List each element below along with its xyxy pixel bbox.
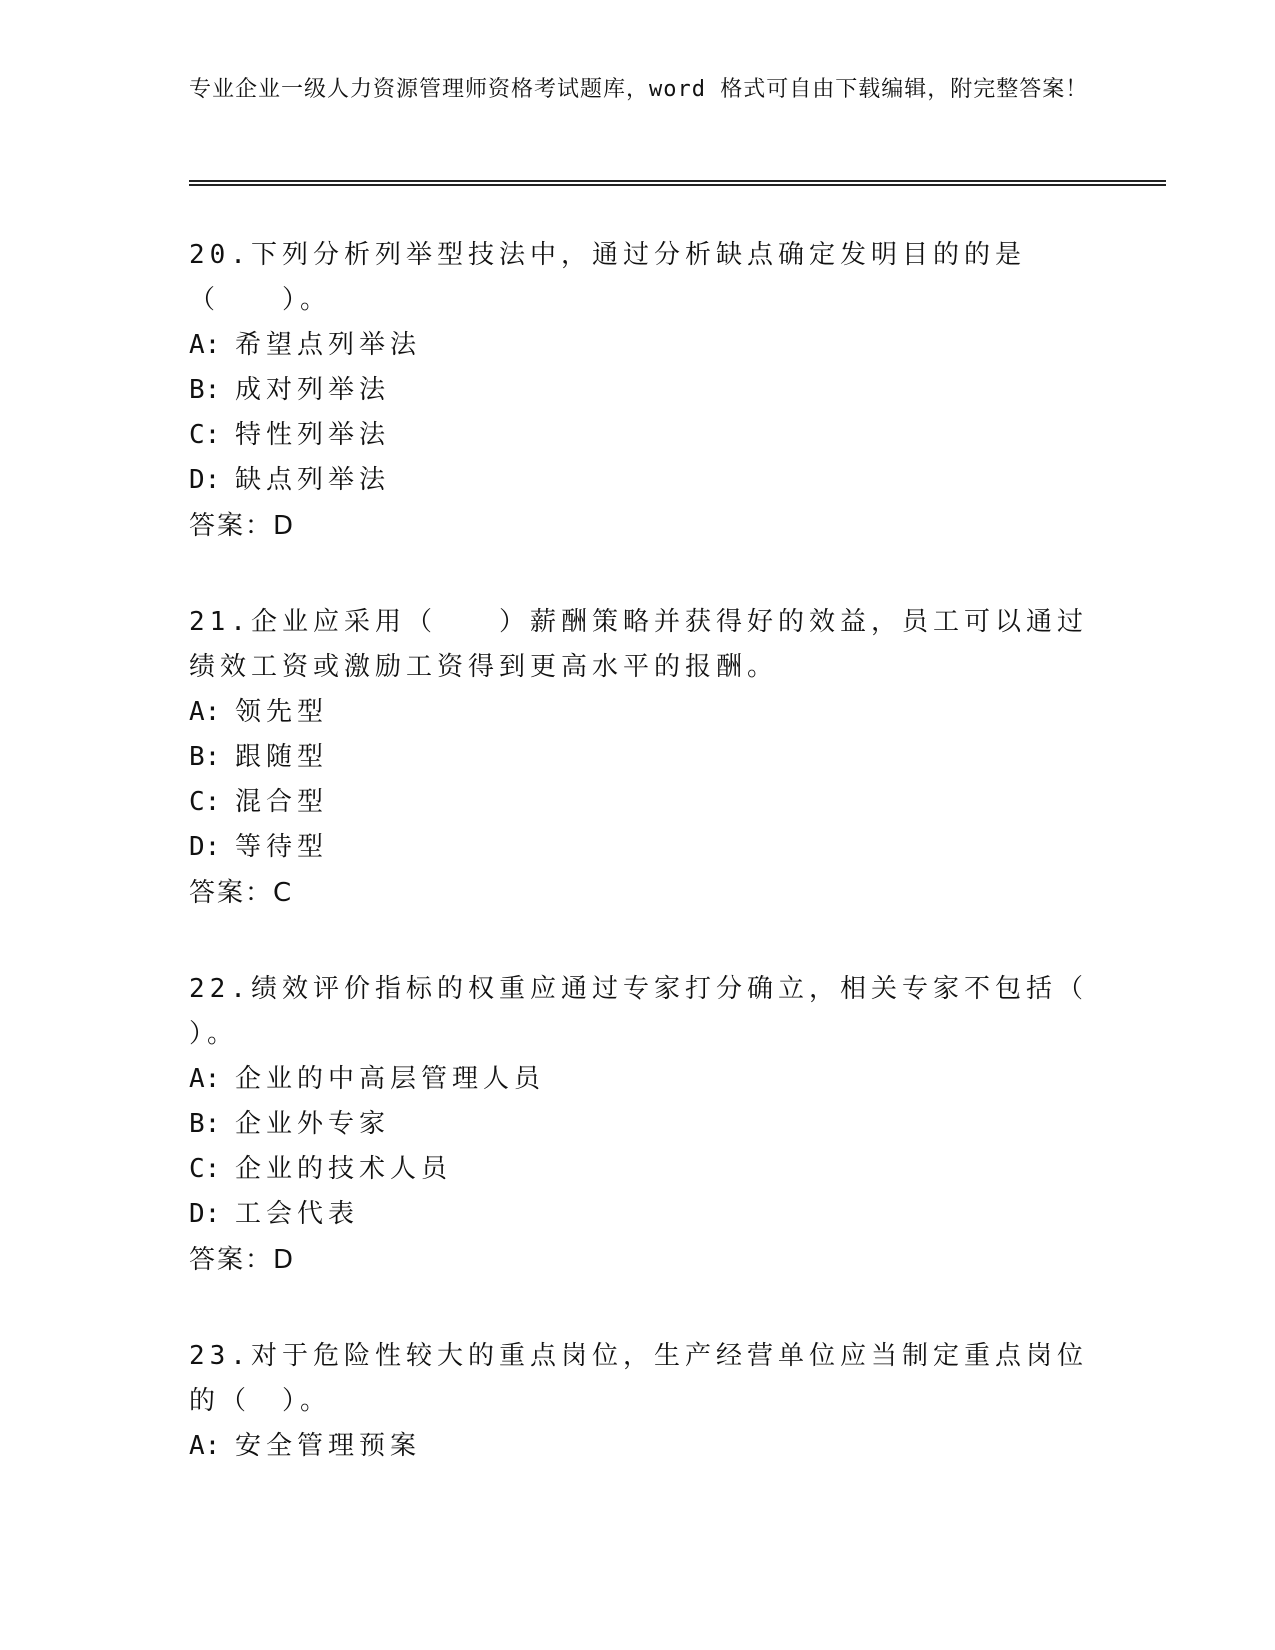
option-text: 等待型 xyxy=(235,832,329,862)
option-text: 特性列举法 xyxy=(235,420,391,450)
option-a xyxy=(189,690,1089,735)
option-text: 成对列举法 xyxy=(235,375,391,405)
option-c xyxy=(189,780,1089,825)
option-letter: B: xyxy=(189,742,221,772)
option-letter: C: xyxy=(189,1154,221,1184)
option-letter: B: xyxy=(189,1109,221,1139)
option-b xyxy=(189,368,1089,413)
question-stem: 20.下列分析列举型技法中，通过分析缺点确定发明目的的是（ ）。 xyxy=(189,240,1026,315)
option-letter: D: xyxy=(189,465,221,495)
option-text: 领先型 xyxy=(235,697,329,727)
header-text: 专业企业一级人力资源管理师资格考试题库，word 格式可自由下载编辑，附完整答案！ xyxy=(189,77,1089,102)
option-c xyxy=(189,1147,1089,1192)
option-d xyxy=(189,458,1089,503)
option-letter: C: xyxy=(189,420,221,450)
option-letter: C: xyxy=(189,787,221,817)
option-letter: B: xyxy=(189,375,221,405)
option-letter: D: xyxy=(189,1199,221,1229)
option-text: 企业的中高层管理人员 xyxy=(235,1064,546,1094)
option-letter: A: xyxy=(189,697,221,727)
option-text: 希望点列举法 xyxy=(235,330,422,360)
option-d xyxy=(189,825,1089,870)
option-a xyxy=(189,1424,1089,1469)
option-letter: A: xyxy=(189,1431,221,1461)
option-b xyxy=(189,735,1089,780)
option-text: 混合型 xyxy=(235,787,329,817)
answer-line: 答案：D xyxy=(189,1245,296,1275)
option-a xyxy=(189,323,1089,368)
question-stem: 23.对于危险性较大的重点岗位，生产经营单位应当制定重点岗位的（ ）。 xyxy=(189,1341,1088,1416)
option-text: 企业的技术人员 xyxy=(235,1154,453,1184)
question-22 xyxy=(189,967,1089,1283)
option-letter: A: xyxy=(189,330,221,360)
answer-line: 答案：D xyxy=(189,511,296,541)
option-d xyxy=(189,1192,1089,1237)
question-23 xyxy=(189,1334,1089,1469)
option-letter: D: xyxy=(189,832,221,862)
question-stem: 21.企业应采用（ ）薪酬策略并获得好的效益，员工可以通过绩效工资或激励工资得到更高水平的报酬。 xyxy=(189,607,1088,682)
option-text: 跟随型 xyxy=(235,742,329,772)
option-text: 安全管理预案 xyxy=(235,1431,422,1461)
question-stem: 22.绩效评价指标的权重应通过专家打分确立，相关专家不包括（ ）。 xyxy=(189,974,1088,1049)
document-header xyxy=(189,74,1089,106)
option-b xyxy=(189,1102,1089,1147)
header-divider xyxy=(189,180,1166,186)
question-20 xyxy=(189,233,1089,549)
option-text: 工会代表 xyxy=(235,1199,360,1229)
option-letter: A: xyxy=(189,1064,221,1094)
option-text: 缺点列举法 xyxy=(235,465,391,495)
option-c xyxy=(189,413,1089,458)
option-a xyxy=(189,1057,1089,1102)
option-text: 企业外专家 xyxy=(235,1109,391,1139)
question-21 xyxy=(189,600,1089,916)
answer-line: 答案：C xyxy=(189,878,294,908)
